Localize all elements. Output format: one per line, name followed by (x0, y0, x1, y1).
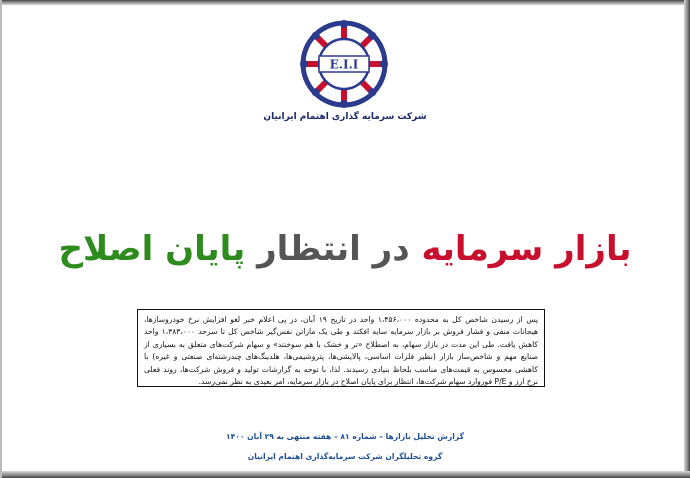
company-name: شرکت سرمایه گذاری اهتمام ایرانیان (263, 112, 427, 122)
headline-part-3: پایان اصلاح (58, 229, 246, 269)
headline-part-2: در انتظار (257, 229, 410, 269)
summary-box (137, 309, 545, 387)
logo-text: E.I.I (329, 57, 359, 72)
report-headline (0, 226, 690, 272)
analyst-group-line: گروه تحلیلگران شرکت سرمایه‌گذاری اهتمام ایرانیان (247, 452, 443, 461)
headline-part-1: بازار سرمایه (421, 229, 632, 269)
summary-text: پس از رسیدن شاخص کل به محدوده ۱،۴۵۶،۰۰۰ واحد در تاریخ ۱۹ آبان، در پی اعلام خبر لغو افزایش نرخ خودروسازها، هیجانات منفی و فشار فروش بر بازار سرمایه سایه افکند و طی یک ماراتن نفس‌گیر شاخص کل تا سرحد ۱،۳۸۳،۰۰۰ واحد کاهش یافت. طی این مدت در بازار سهام، به اصطلاح «تر و خشک با هم سوختند» و سهام شرکت‌های متعلق به بسیاری از صنایع مهم و شاخص‌ساز بازار (نظیر فلزات اساسی، پالایشی‌ها، پتروشیمی‌ها، هلدینگ‌های چندرشته‌ای صنعتی و غیره) با کاهشی محسوس به قیمت‌های مناسب بلحاظ بنیادی رسیدند. لذا، با توجه به گزارشات تولید و فروش شرکت‌ها، روند فعلی نرخ ارز و P/E فوروارد سهام شرکت‌ها، انتظار برای پایان اصلاح در بازار سرمایه، امر بعیدی به نظر نمی‌رسد. (144, 315, 539, 387)
frame-top-shadow (0, 0, 690, 5)
report-issue-line: گزارش تحلیل بازارها – شماره ۸۱ – هفته منتهی به ۲۹ آبان ۱۴۰۰ (225, 432, 465, 441)
frame-bottom-shadow (0, 471, 690, 478)
company-logo (300, 20, 388, 108)
